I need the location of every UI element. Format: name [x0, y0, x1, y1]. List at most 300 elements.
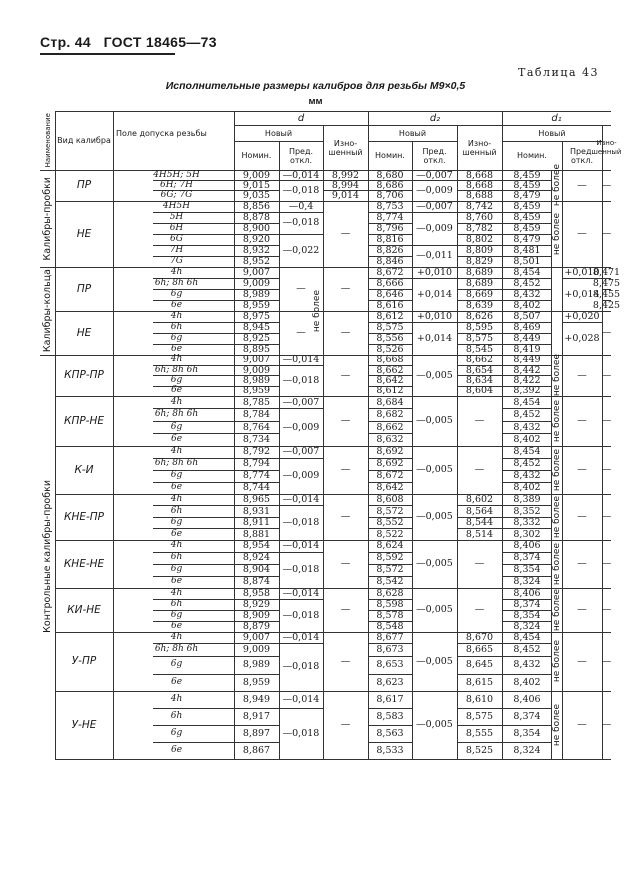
d2-nominal-value: 8,612 — [376, 310, 404, 322]
d2-worn-value: 8,665 — [465, 643, 494, 655]
caliber-name: КНЕ-ПР — [63, 510, 104, 523]
d1-nominal-value: 8,374 — [513, 710, 541, 722]
group-label — [40, 170, 55, 267]
d1-nominal-value: 8,389 — [513, 494, 541, 506]
d2-nominal-value: 8,816 — [376, 233, 404, 245]
d-nominal-value: 8,929 — [242, 598, 271, 610]
tolerance-field: 6e — [170, 434, 183, 445]
d-deviation-value: —0,018 — [282, 609, 320, 621]
d1-nominal-value: 8,324 — [513, 620, 541, 632]
d2-worn-value: 8,575 — [465, 332, 494, 344]
tolerance-field: 6h; 8h 6h — [154, 277, 199, 288]
tolerance-field: 4H5H — [162, 200, 191, 211]
d2-worn-value: 8,564 — [465, 505, 494, 517]
column-d2-worn-header: Изно- шенный — [462, 138, 497, 157]
d2-worn-value: 8,610 — [465, 693, 494, 705]
column-d-new-header: Новый — [264, 128, 293, 138]
d-worn-value: — — [340, 511, 351, 523]
d2-deviation-value: —0,009 — [416, 222, 453, 234]
d1-worn-value: — — [601, 464, 612, 476]
tolerance-field: 6h — [170, 598, 183, 609]
caliber-name: У-НЕ — [71, 718, 97, 731]
column-d-header: d — [297, 112, 305, 124]
d-worn-value: — — [340, 283, 351, 295]
d-nominal-value: 8,989 — [242, 374, 271, 386]
d1-nominal-value: 8,459 — [513, 222, 541, 234]
d2-deviation-value: —0,009 — [416, 184, 453, 196]
caliber-name: К-И — [74, 463, 94, 476]
d-deviation-value: —0,018 — [282, 727, 320, 739]
d-nominal-value: 8,989 — [242, 288, 271, 300]
d2-nominal-value: 8,563 — [376, 727, 404, 739]
tolerance-field: 6h — [170, 505, 183, 516]
column-d1-nom-header: Номин. — [517, 151, 547, 160]
d1-nominal-value: 8,406 — [513, 540, 541, 552]
d2-nominal-value: 8,692 — [376, 446, 404, 458]
d2-nominal-value: 8,672 — [376, 470, 404, 482]
not-more-text: не более — [551, 542, 562, 585]
tolerance-field: 6e — [170, 528, 183, 539]
d1-nominal-value: 8,449 — [513, 354, 541, 366]
d2-worn-value: 8,639 — [465, 299, 494, 311]
not-more-text: не более — [551, 640, 562, 683]
tolerance-field: 4h — [170, 494, 183, 505]
d2-deviation-value: +0,010 — [416, 310, 453, 322]
d2-nominal-value: 8,608 — [376, 494, 404, 506]
d2-nominal-value: 8,556 — [376, 332, 404, 344]
d-nominal-value: 8,785 — [242, 396, 271, 408]
d-deviation-value: —0,014 — [282, 494, 320, 506]
tolerance-field: 6e — [170, 744, 183, 755]
d1-nominal-value: 8,454 — [513, 446, 541, 458]
d1-nominal-value: 8,354 — [513, 609, 541, 621]
d-deviation-value: —0,014 — [282, 169, 320, 181]
span-divider — [457, 759, 502, 760]
d1-deviation-value: — — [577, 655, 587, 667]
d2-nominal-value: 8,578 — [376, 609, 404, 621]
d1-nominal-value: 8,422 — [513, 374, 541, 386]
caliber-name: У-ПР — [71, 655, 97, 668]
d1-nominal-value: 8,452 — [513, 409, 541, 421]
tolerance-field: 4h — [170, 446, 183, 457]
d-nominal-value: 8,879 — [242, 620, 271, 632]
d1-deviation-value: +0,010 — [564, 266, 600, 278]
not-more-label — [551, 355, 562, 396]
d1-worn-value: — — [601, 719, 612, 731]
d1-deviation-value: — — [577, 604, 587, 616]
row-divider — [368, 759, 412, 760]
column-d2-pred-header: Пред. откл. — [422, 146, 447, 165]
tolerance-field: 6h — [170, 321, 183, 332]
d2-worn-value: 8,688 — [465, 189, 494, 201]
d-worn-value: 9,014 — [331, 189, 360, 201]
caliber-name: ПР — [76, 282, 92, 295]
group-label-text: Калибры-кольца — [42, 269, 53, 353]
tolerance-field: 6H; 7H — [159, 179, 194, 190]
d-nominal-value: 8,881 — [242, 528, 271, 540]
d-deviation-value: —0,018 — [282, 374, 320, 386]
d2-worn-value: 8,595 — [465, 321, 494, 333]
d-nominal-value: 9,009 — [242, 169, 271, 181]
d-worn-value: 8,992 — [331, 169, 360, 181]
d-nominal-value: 8,959 — [242, 299, 271, 311]
d2-worn-value: 8,545 — [465, 343, 494, 355]
d1-nominal-value: 8,354 — [513, 727, 541, 739]
d2-nominal-value: 8,680 — [376, 169, 404, 181]
d2-worn-value: 8,668 — [465, 179, 494, 191]
d1-nominal-value: 8,402 — [513, 676, 541, 688]
d-nominal-value: 8,959 — [242, 385, 271, 397]
d1-nominal-value: 8,452 — [513, 643, 541, 655]
tolerance-field: 7H — [169, 244, 184, 255]
d1-deviation-value: +0,020 — [564, 310, 600, 322]
d1-nominal-value: 8,392 — [513, 385, 541, 397]
d2-worn-value: 8,602 — [465, 494, 494, 506]
d-deviation-value: — — [296, 327, 306, 339]
d2-nominal-value: 8,628 — [376, 587, 404, 599]
d2-nominal-value: 8,662 — [376, 421, 404, 433]
d2-worn-value: 8,829 — [465, 255, 494, 267]
d1-nominal-value: 8,352 — [513, 505, 541, 517]
d1-nominal-value: 8,406 — [513, 693, 541, 705]
d1-nominal-value: 8,432 — [513, 421, 541, 433]
span-divider — [323, 759, 368, 760]
d1-nominal-value: 8,459 — [513, 200, 541, 212]
d-nominal-value: 9,007 — [242, 631, 271, 643]
d2-nominal-value: 8,624 — [376, 540, 404, 552]
d1-nominal-value: 8,402 — [513, 299, 541, 311]
d-nominal-value: 8,989 — [242, 659, 271, 671]
d-nominal-value: 9,009 — [242, 643, 271, 655]
d2-nominal-value: 8,572 — [376, 505, 404, 517]
d2-nominal-value: 8,526 — [376, 343, 404, 355]
caliber-name: КНЕ-НЕ — [63, 557, 105, 570]
d1-nominal-value: 8,302 — [513, 528, 541, 540]
tolerance-field: 6h — [170, 552, 183, 563]
d-deviation-value: —0,014 — [282, 354, 320, 366]
d2-nominal-value: 8,616 — [376, 299, 404, 311]
d2-nominal-value: 8,642 — [376, 374, 404, 386]
d-worn-value: — — [340, 369, 351, 381]
column-divider — [113, 111, 114, 759]
d1-nominal-value: 8,374 — [513, 598, 541, 610]
d-nominal-value: 8,904 — [242, 564, 271, 576]
d1-deviation-value: +0,014 — [564, 288, 600, 300]
d2-worn-value: — — [474, 604, 485, 616]
d2-nominal-value: 8,575 — [376, 321, 404, 333]
d2-nominal-value: 8,572 — [376, 564, 404, 576]
d-deviation-value: —0,018 — [282, 184, 320, 196]
table-title: Исполнительные размеры калибров для резьбы М9×0,5 — [165, 80, 466, 92]
row-divider — [502, 759, 552, 760]
d2-nominal-value: 8,612 — [376, 385, 404, 397]
d-worn-value: — — [340, 464, 351, 476]
d2-worn-value: 8,809 — [465, 244, 494, 256]
header-rule — [40, 53, 175, 55]
tolerance-field: 6g — [170, 288, 183, 299]
d-nominal-value: 8,856 — [242, 200, 271, 212]
d1-worn-value: — — [601, 228, 612, 240]
d-worn-value: — — [340, 327, 351, 339]
span-divider — [562, 759, 602, 760]
d1-nominal-value: 8,432 — [513, 470, 541, 482]
d2-worn-value: 8,670 — [465, 631, 494, 643]
d1-nominal-value: 8,374 — [513, 552, 541, 564]
d2-deviation-value: —0,007 — [416, 200, 453, 212]
d1-worn-value: — — [601, 327, 612, 339]
d2-deviation-value: —0,005 — [416, 415, 453, 427]
d-nominal-value: 8,784 — [242, 409, 271, 421]
d1-nominal-value: 8,442 — [513, 364, 541, 376]
d1-nominal-value: 8,469 — [513, 321, 541, 333]
d1-worn-value: — — [601, 415, 612, 427]
d1-deviation-value: — — [577, 719, 587, 731]
d2-deviation-value: —0,005 — [416, 464, 453, 476]
d2-deviation-value: —0,005 — [416, 719, 453, 731]
d-nominal-value: 8,920 — [242, 233, 271, 245]
d-worn-value: 8,994 — [331, 179, 360, 191]
tolerance-field: 6H — [169, 222, 184, 233]
d2-worn-value: 8,802 — [465, 233, 494, 245]
caliber-name: НЕ — [76, 326, 92, 339]
d1-worn-value: 8,455 — [592, 288, 621, 300]
d2-nominal-value: 8,662 — [376, 364, 404, 376]
column-d2-nom-header: Номин. — [375, 151, 405, 160]
d2-nominal-value: 8,548 — [376, 620, 404, 632]
column-name-label: Наименование — [43, 113, 52, 168]
d-nominal-value: 8,954 — [242, 540, 271, 552]
group-label-text: Контрольные калибры-пробки — [42, 480, 53, 634]
not-more-text: не более — [551, 399, 562, 442]
d-nominal-value: 8,965 — [242, 494, 271, 506]
column-d-worn-header: Изно- шенный — [328, 138, 363, 157]
tolerance-field: 4h — [170, 631, 183, 642]
d1-nominal-value: 8,459 — [513, 169, 541, 181]
d1-nominal-value: 8,432 — [513, 288, 541, 300]
not-more-label — [551, 632, 562, 691]
d1-worn-value: — — [601, 655, 612, 667]
d1-nominal-value: 8,324 — [513, 576, 541, 588]
d-deviation-value: —0,4 — [288, 200, 314, 212]
d2-nominal-value: 8,684 — [376, 396, 404, 408]
not-more-text: не более — [551, 354, 562, 397]
group-label — [40, 267, 55, 355]
d1-nominal-value: 8,402 — [513, 434, 541, 446]
d1-deviation-value: — — [577, 179, 587, 191]
d1-nominal-value: 8,432 — [513, 659, 541, 671]
d2-deviation-value: +0,010 — [416, 266, 453, 278]
d1-worn-value: — — [601, 179, 612, 191]
d-nominal-value: 8,925 — [242, 332, 271, 344]
d-deviation-value: —0,007 — [282, 396, 320, 408]
caliber-name: ПР — [76, 179, 92, 192]
d2-worn-value: 8,626 — [465, 310, 494, 322]
d-worn-value: — — [340, 604, 351, 616]
d1-nominal-value: 8,459 — [513, 211, 541, 223]
column-d1-header: d₁ — [551, 112, 562, 124]
d-nominal-value: 8,878 — [242, 211, 271, 223]
tolerance-field: 6e — [170, 299, 183, 310]
d-nominal-value: 8,949 — [242, 693, 271, 705]
tolerance-field: 6G; 7G — [160, 189, 193, 200]
d1-nominal-value: 8,452 — [513, 458, 541, 470]
d1-nominal-value: 8,454 — [513, 631, 541, 643]
d2-nominal-value: 8,796 — [376, 222, 404, 234]
d1-nominal-value: 8,479 — [513, 233, 541, 245]
d2-nominal-value: 8,753 — [376, 200, 404, 212]
d-worn-value: — — [340, 415, 351, 427]
tolerance-field: 6e — [170, 385, 183, 396]
d1-worn-value: 8,425 — [592, 299, 621, 311]
column-d2-header: d₂ — [429, 112, 441, 124]
d2-nominal-value: 8,592 — [376, 552, 404, 564]
d2-nominal-value: 8,774 — [376, 211, 404, 223]
not-more-text: не более — [551, 448, 562, 491]
group-label — [40, 355, 55, 759]
d1-worn-value: 8,475 — [592, 277, 621, 289]
column-field-header: Поле допуска резьбы — [116, 129, 207, 138]
tolerance-field: 6e — [170, 676, 183, 687]
d2-worn-value: — — [474, 415, 485, 427]
d-worn-value: — — [340, 228, 351, 240]
d2-nominal-value: 8,668 — [376, 354, 404, 366]
d1-worn-value: — — [601, 511, 612, 523]
d2-worn-value: 8,544 — [465, 517, 494, 529]
d-nominal-value: 8,794 — [242, 458, 271, 470]
d-nominal-value: 9,007 — [242, 354, 271, 366]
d-nominal-value: 8,945 — [242, 321, 271, 333]
d-nominal-value: 8,911 — [242, 517, 271, 529]
not-more-text: не более — [312, 289, 322, 332]
d-worn-value: — — [340, 655, 351, 667]
row-divider — [153, 759, 279, 760]
d2-worn-value: 8,689 — [465, 266, 494, 278]
d1-worn-value: — — [601, 369, 612, 381]
d1-deviation-value: — — [577, 228, 587, 240]
column-d1-new-header: Новый — [538, 128, 566, 138]
caliber-name: КПР-ПР — [64, 369, 104, 382]
tolerance-field: 6e — [170, 343, 183, 354]
d2-worn-value: 8,555 — [465, 727, 494, 739]
tolerance-field: 6g — [170, 727, 183, 738]
d-deviation-value: —0,009 — [282, 421, 320, 433]
tolerance-field: 6G — [170, 233, 183, 244]
d2-worn-value: 8,662 — [465, 354, 494, 366]
d2-nominal-value: 8,623 — [376, 676, 404, 688]
d2-worn-value: 8,615 — [465, 676, 494, 688]
d2-nominal-value: 8,522 — [376, 528, 404, 540]
d1-nominal-value: 8,479 — [513, 189, 541, 201]
tolerance-field: 6g — [170, 609, 183, 620]
d-nominal-value: 8,932 — [242, 244, 271, 256]
d2-worn-value: 8,669 — [465, 288, 494, 300]
d1-deviation-value: — — [577, 558, 587, 570]
tolerance-field: 4h — [170, 266, 183, 277]
d1-nominal-value: 8,332 — [513, 517, 541, 529]
not-more-column-divider — [551, 170, 552, 759]
d1-deviation-value: — — [577, 464, 587, 476]
d1-worn-value: — — [601, 558, 612, 570]
d1-deviation-value: +0,028 — [564, 332, 600, 344]
caliber-name: КИ-НЕ — [67, 603, 101, 616]
d2-nominal-value: 8,533 — [376, 744, 404, 756]
d2-worn-value: 8,604 — [465, 385, 494, 397]
d2-deviation-value: +0,014 — [416, 288, 453, 300]
d-nominal-value: 8,734 — [242, 434, 271, 446]
d2-worn-value: 8,654 — [465, 364, 494, 376]
d-nominal-value: 8,959 — [242, 676, 271, 688]
d1-nominal-value: 8,449 — [513, 332, 541, 344]
d2-worn-value: 8,645 — [465, 659, 494, 671]
d-deviation-value: —0,018 — [282, 517, 320, 529]
d2-nominal-value: 8,653 — [376, 659, 404, 671]
d2-deviation-value: —0,005 — [416, 604, 453, 616]
tolerance-field: 6e — [170, 576, 183, 587]
d-nominal-value: 8,952 — [242, 255, 271, 267]
d2-nominal-value: 8,673 — [376, 643, 404, 655]
d-nominal-value: 8,931 — [242, 505, 271, 517]
d-deviation-value: —0,007 — [282, 446, 320, 458]
d2-nominal-value: 8,682 — [376, 409, 404, 421]
d1-nominal-value: 8,454 — [513, 266, 541, 278]
d2-nominal-value: 8,666 — [376, 277, 404, 289]
tolerance-field: 4h — [170, 693, 183, 704]
d-deviation-value: —0,014 — [282, 587, 320, 599]
not-more-text: не более — [551, 212, 562, 255]
d1-worn-value: 8,471 — [592, 266, 621, 278]
column-d1-worn-header: Изно- шенный — [591, 138, 622, 156]
d1-nominal-value: 8,406 — [513, 587, 541, 599]
d2-nominal-value: 8,583 — [376, 710, 404, 722]
table-number: Таблица 43 — [518, 66, 599, 79]
tolerance-field: 4h — [170, 587, 183, 598]
d2-deviation-value: —0,005 — [416, 369, 453, 381]
d-nominal-value: 8,917 — [242, 710, 271, 722]
d-deviation-value: —0,018 — [282, 564, 320, 576]
d2-nominal-value: 8,846 — [376, 255, 404, 267]
d-nominal-value: 8,909 — [242, 609, 271, 621]
tolerance-field: 6e — [170, 482, 183, 493]
d1-nominal-value: 8,419 — [513, 343, 541, 355]
page-header — [40, 34, 217, 50]
tolerance-field: 4h — [170, 354, 183, 365]
d-worn-value: — — [340, 719, 351, 731]
d2-worn-value: 8,514 — [465, 528, 494, 540]
page-number: Стр. 44 — [40, 34, 91, 50]
d2-nominal-value: 8,826 — [376, 244, 404, 256]
table-unit: мм — [308, 96, 323, 107]
d2-deviation-value: —0,011 — [416, 250, 453, 262]
d-deviation-value: —0,018 — [282, 661, 320, 673]
d2-worn-value: 8,742 — [465, 200, 494, 212]
d-nominal-value: 8,975 — [242, 310, 271, 322]
d-deviation-value: —0,009 — [282, 470, 320, 482]
tolerance-field: 6g — [170, 470, 183, 481]
group-label-text: Калибры-пробки — [42, 176, 53, 261]
tolerance-field: 4H5H; 5H — [153, 169, 200, 180]
tolerance-field: 5H — [169, 211, 184, 222]
not-more-label — [551, 396, 562, 446]
column-d1-pred-header: Пред. откл. — [569, 146, 595, 165]
tolerance-field: 6h; 8h 6h — [154, 364, 199, 375]
span-divider — [602, 759, 611, 760]
not-more-text: не более — [551, 703, 562, 746]
d-nominal-value: 9,009 — [242, 364, 271, 376]
d-nominal-value: 9,007 — [242, 266, 271, 278]
d2-nominal-value: 8,677 — [376, 631, 404, 643]
d1-nominal-value: 8,501 — [513, 255, 541, 267]
d2-nominal-value: 8,542 — [376, 576, 404, 588]
